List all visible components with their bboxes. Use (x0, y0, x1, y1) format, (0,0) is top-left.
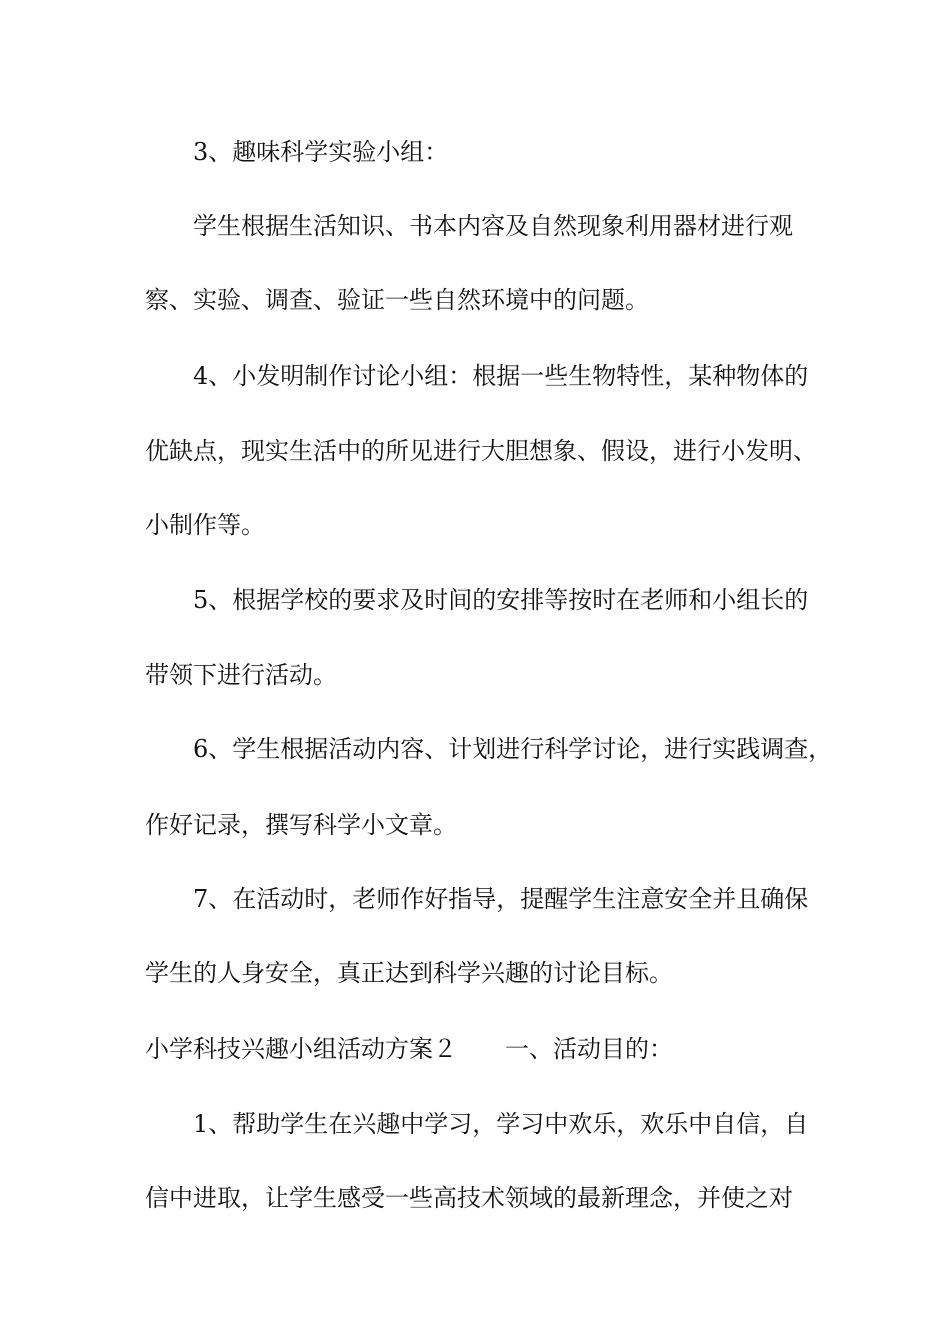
paragraph-3-line-1: 学生根据生活知识、书本内容及自然现象利用器材进行观 (193, 212, 793, 240)
paragraph-5-line-2: 带领下进行活动。 (145, 661, 337, 689)
paragraph-3-heading: 3、趣味科学实验小组： (193, 138, 449, 166)
paragraph-6-line-2: 作好记录，撰写科学小文章。 (145, 811, 457, 839)
paragraph-7-line-1: 7、在活动时，老师作好指导，提醒学生注意安全并且确保 (193, 885, 809, 913)
paragraph-5-line-1: 5、根据学校的要求及时间的安排等按时在老师和小组长的 (193, 586, 809, 614)
paragraph-4-line-1: 4、小发明制作讨论小组：根据一些生物特性，某种物体的 (193, 362, 809, 390)
paragraph-4-line-3: 小制作等。 (145, 511, 265, 539)
plan-2-paragraph-1-line-2: 信中进取，让学生感受一些高技术领域的最新理念，并使之对 (145, 1184, 793, 1212)
paragraph-4-line-2: 优缺点，现实生活中的所见进行大胆想象、假设，进行小发明、 (145, 437, 817, 465)
plan-2-paragraph-1-line-1: 1、帮助学生在兴趣中学习，学习中欢乐，欢乐中自信，自 (193, 1110, 809, 1138)
paragraph-7-line-2: 学生的人身安全，真正达到科学兴趣的讨论目标。 (145, 959, 673, 987)
paragraph-3-line-2: 察、实验、调查、验证一些自然环境中的问题。 (145, 286, 649, 314)
section-title-plan-2: 小学科技兴趣小组活动方案２ 一、活动目的： (145, 1035, 673, 1063)
paragraph-6-line-1: 6、学生根据活动内容、计划进行科学讨论，进行实践调查， (193, 735, 833, 763)
